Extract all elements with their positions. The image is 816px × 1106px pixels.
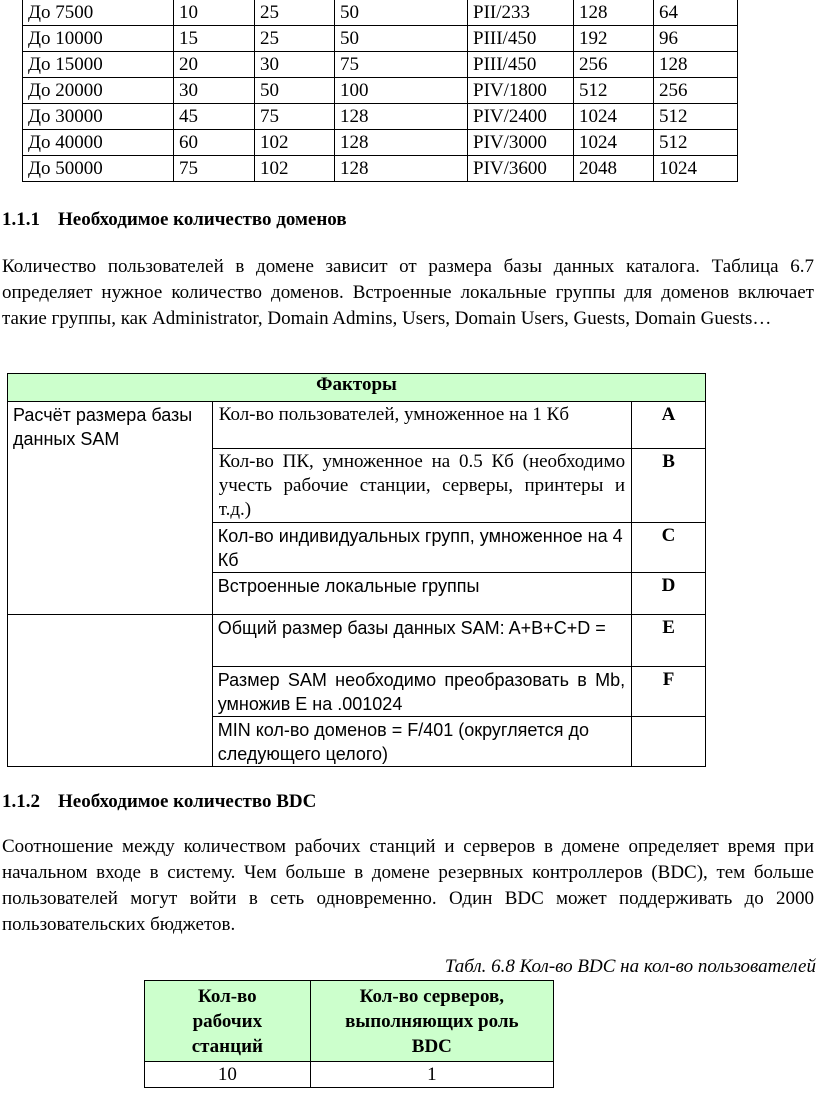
table-cell: 192: [574, 26, 654, 52]
factor-text: Кол-во ПК, умноженное на 0.5 Кб (необходимо учесть рабочие станции, серверы, принтеры и т.д.): [212, 449, 631, 523]
table-cell: 128: [574, 0, 654, 26]
factor-text: MIN кол-во доменов = F/401 (округляется до следующего целого): [212, 717, 631, 767]
section-1-paragraph: Количество пользователей в домене зависит от размера базы данных каталога. Таблица 6.7 определяет нужное количество доменов. Встроенные локальные группы для доменов включает такие группы, как Administrator, Domain Admins, Users, Domain Users, Guests, Domain Guests…: [2, 256, 814, 329]
factor-letter: F: [632, 667, 706, 717]
section-2-paragraph: Соотношение между количеством рабочих станций и серверов в домене определяет время при начальном входе в систему. Чем больше в домене резервных контроллеров (BDC), тем больше пользователей могут войти в сеть одновременно. Один BDC может поддерживать до 2000 пользовательских бюджетов.: [2, 836, 814, 935]
table-row: [23, 78, 738, 104]
table-cell: PII/233: [468, 0, 574, 26]
factor-text: Кол-во индивидуальных групп, умноженное на 4 Кб: [212, 523, 631, 573]
factor-letter: E: [632, 615, 706, 667]
table-cell: 25: [255, 26, 335, 52]
table-cell: PIII/450: [468, 26, 574, 52]
section-2-number: 1.1.2: [2, 791, 40, 812]
table-row: [23, 104, 738, 130]
section-1-number: 1.1.1: [2, 209, 40, 230]
table-cell: 60: [174, 130, 255, 156]
table-cell: 102: [255, 156, 335, 182]
bdc-servers-header: Кол-во серверов, выполняющих роль BDC: [310, 981, 553, 1062]
bdc-servers-value: 1: [310, 1062, 553, 1088]
table-row: [23, 52, 738, 78]
table-cell: 512: [574, 78, 654, 104]
table-cell: 25: [255, 0, 335, 26]
table-row: [23, 156, 738, 182]
table-cell: PIV/1800: [468, 78, 574, 104]
table-cell: 75: [174, 156, 255, 182]
table-cell: До 10000: [23, 26, 174, 52]
factor-letter: B: [632, 449, 706, 523]
table-cell: PIII/450: [468, 52, 574, 78]
sam-factors-table: [7, 373, 706, 767]
table-cell: 256: [574, 52, 654, 78]
factors-header: Факторы: [8, 374, 706, 402]
table-cell: 100: [335, 78, 468, 104]
factor-letter: D: [632, 573, 706, 615]
table-cell: До 15000: [23, 52, 174, 78]
factor-text: Общий размер базы данных SAM: A+B+C+D =: [212, 615, 631, 667]
section-1-heading: [2, 209, 347, 231]
workstations-value: 10: [145, 1062, 311, 1088]
factor-letter: [632, 717, 706, 767]
table-cell: PIV/3600: [468, 156, 574, 182]
table-cell: До 30000: [23, 104, 174, 130]
table-cell: 1024: [654, 156, 738, 182]
table-cell: 64: [654, 0, 738, 26]
factor-text: Кол-во пользователей, умноженное на 1 Кб: [212, 402, 631, 449]
table-cell: 10: [174, 0, 255, 26]
table-cell: 20: [174, 52, 255, 78]
section-1-title: Необходимое количество доменов: [58, 209, 347, 230]
table-cell: 1024: [574, 104, 654, 130]
table-cell: До 7500: [23, 0, 174, 26]
table-cell: 128: [335, 130, 468, 156]
table-cell: 102: [255, 130, 335, 156]
table-cell: 50: [335, 26, 468, 52]
section-2-heading: [2, 791, 316, 813]
table-row: [23, 0, 738, 26]
table-cell: 45: [174, 104, 255, 130]
factor-letter: C: [632, 523, 706, 573]
table-cell: 75: [255, 104, 335, 130]
table-cell: 50: [255, 78, 335, 104]
factor-text: Встроенные локальные группы: [212, 573, 631, 615]
table-cell: 128: [335, 104, 468, 130]
factor-text: Размер SAM необходимо преобразовать в Mb, умножив E на .001024: [212, 667, 631, 717]
sam-size-label: Расчёт размера базы данных SAM: [8, 402, 213, 615]
table-cell: 30: [174, 78, 255, 104]
table-cell: 1024: [574, 130, 654, 156]
table-cell: PIV/3000: [468, 130, 574, 156]
factor-letter: A: [632, 402, 706, 449]
section-2-title: Необходимое количество BDC: [58, 791, 317, 812]
table-cell: 128: [335, 156, 468, 182]
table-cell: PIV/2400: [468, 104, 574, 130]
bdc-table: [144, 980, 554, 1088]
table-cell: 96: [654, 26, 738, 52]
table-cell: 15: [174, 26, 255, 52]
table-caption: Табл. 6.8 Кол-во BDC на кол-во пользователей: [444, 956, 816, 977]
table-cell: 2048: [574, 156, 654, 182]
table-cell: 512: [654, 104, 738, 130]
empty-cell: [8, 615, 213, 767]
table-cell: До 20000: [23, 78, 174, 104]
table-cell: 256: [654, 78, 738, 104]
table-cell: 50: [335, 0, 468, 26]
table-cell: 512: [654, 130, 738, 156]
table-row: [23, 26, 738, 52]
workstations-header: Кол-во рабочих станций: [145, 981, 311, 1062]
table-cell: 75: [335, 52, 468, 78]
table-cell: До 40000: [23, 130, 174, 156]
table-cell: 30: [255, 52, 335, 78]
table-cell: До 50000: [23, 156, 174, 182]
table-cell: 128: [654, 52, 738, 78]
table-row: [23, 130, 738, 156]
hardware-table: [22, 0, 738, 182]
